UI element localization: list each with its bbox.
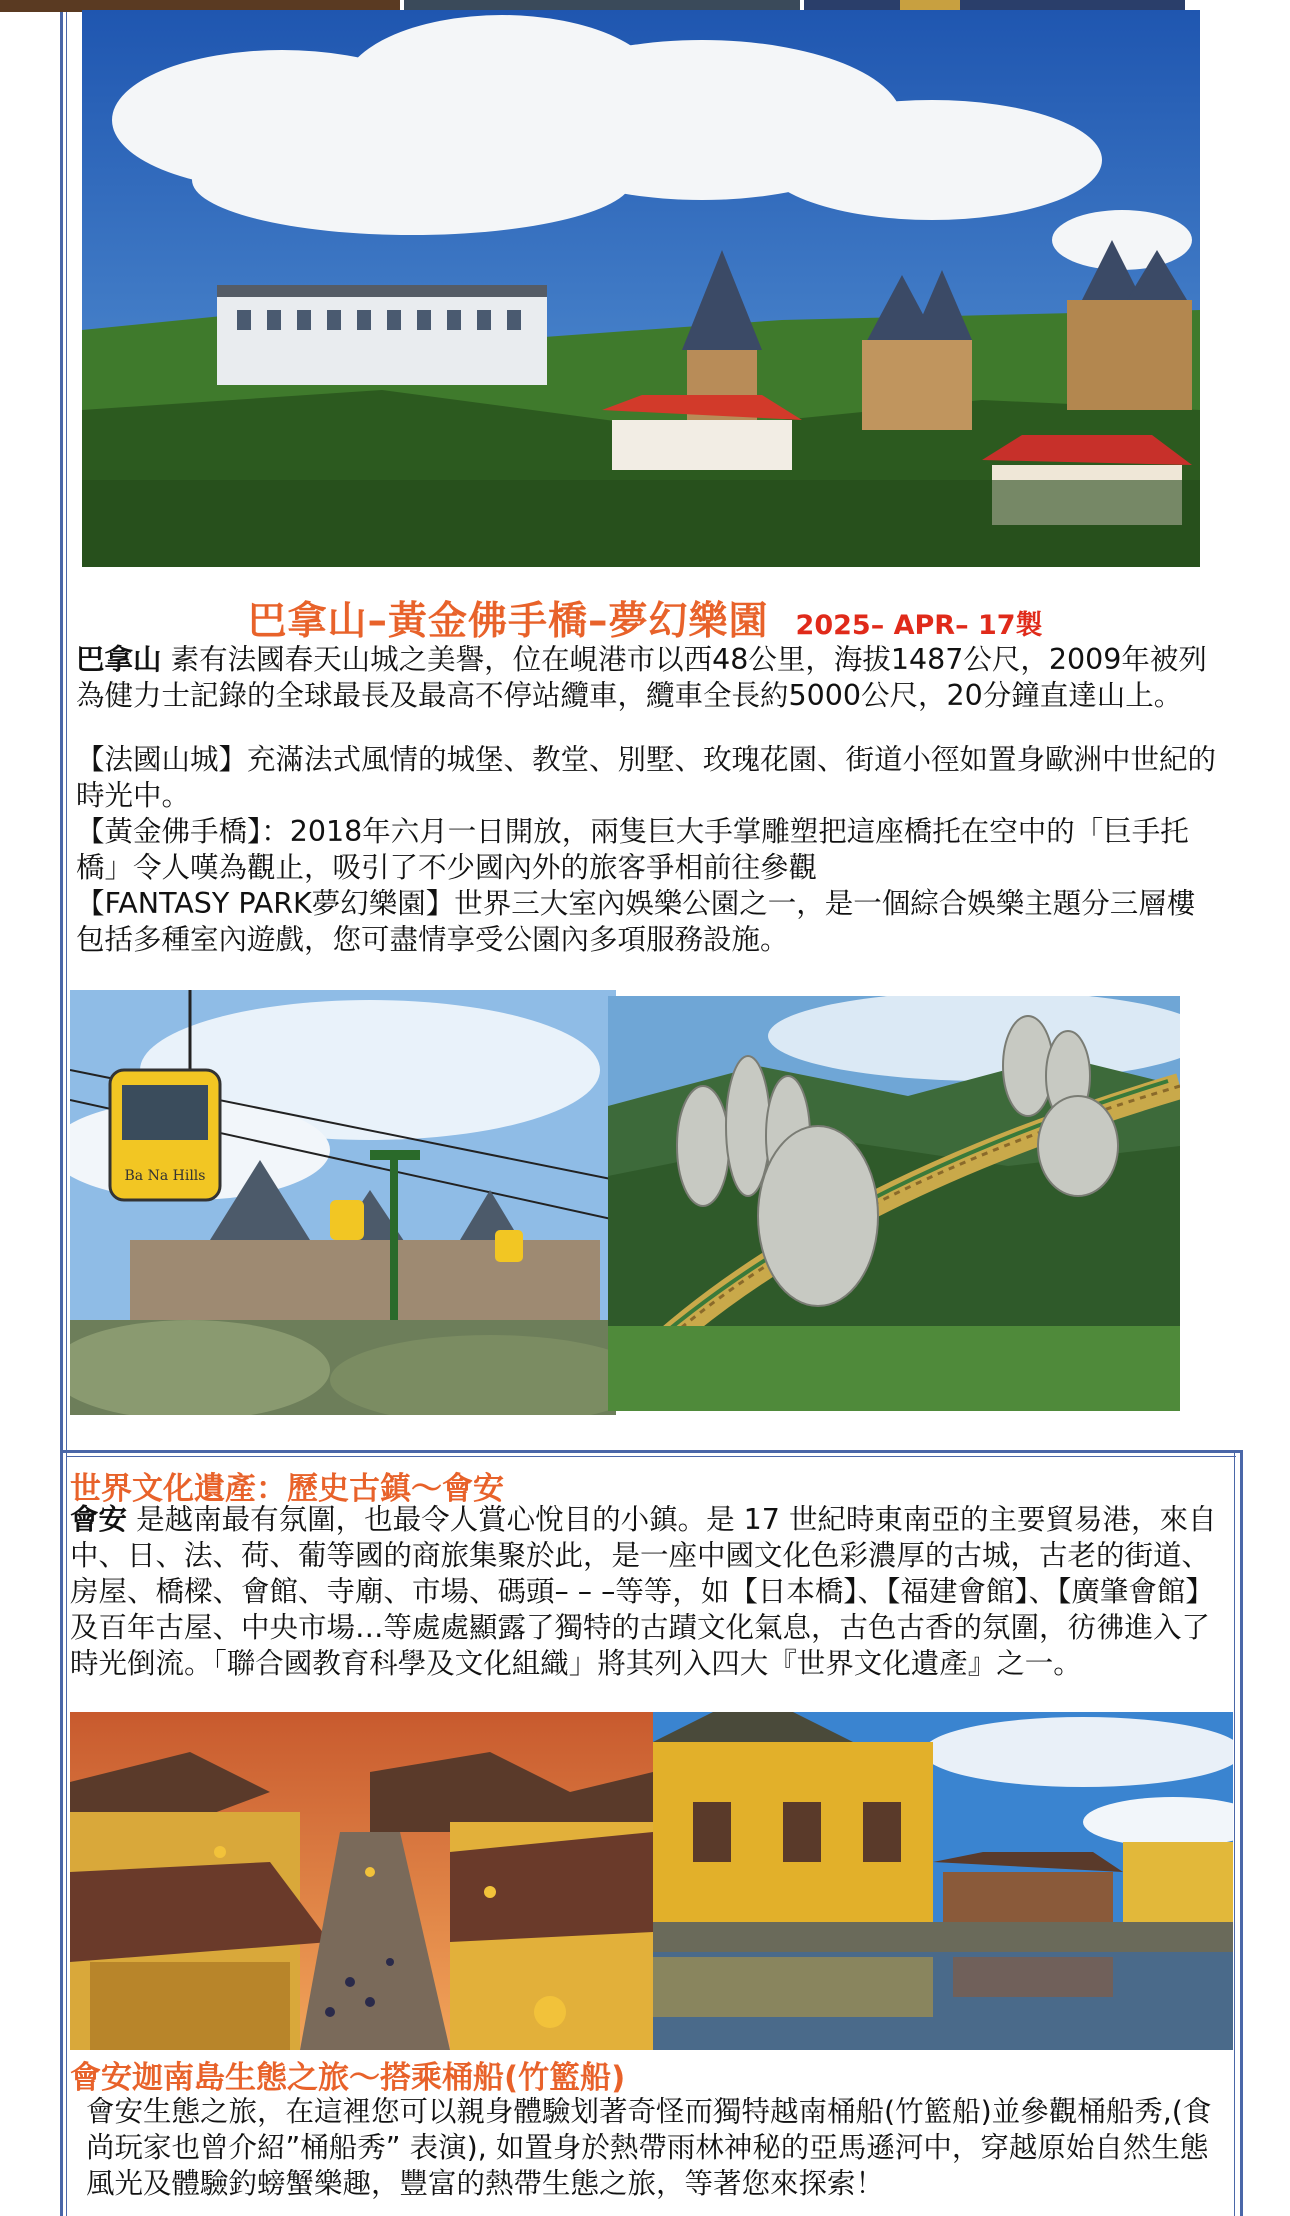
japanese-bridge-photo: [653, 1712, 1233, 2050]
frame-left-line-inner: [66, 0, 67, 2216]
section-divider: [60, 1450, 1243, 1453]
cable-car-sign: Ba Na Hills: [124, 1168, 206, 1184]
basket-boat-description: 會安生態之旅，在這裡您可以親身體驗划著奇怪而獨特越南桶船(竹籃船)並參觀桶船秀,(食尚玩家也曾介紹”桶船秀” 表演), 如置身於熱帶雨林神秘的亞馬遜河中，穿越原始自然生態風光及體驗釣螃蟹樂趣，豐富的熱帶生態之旅，等著您來探索！: [86, 2095, 1212, 2200]
intro-lead: 巴拿山: [76, 643, 162, 676]
fantasy-park-paragraph: 【FANTASY PARK夢幻樂園】世界三大室內娛樂公園之一，是一個綜合娛樂主題分三層樓包括多種室內遊戲，您可盡情享受公園內多項服務設施。: [76, 887, 1196, 956]
ba-na-hills-photo: [82, 10, 1200, 567]
hoi-an-heading: 世界文化遺產：歷史古鎮～會安: [70, 1471, 504, 1507]
ba-na-hills-description: [76, 642, 1221, 714]
section-divider-inner: [66, 1456, 1236, 1457]
cable-car-photo: [70, 990, 616, 1415]
tour-title: 巴拿山–黃金佛手橋–夢幻樂園: [247, 599, 769, 644]
hoi-an-description: [70, 1502, 1222, 1682]
date-tag: 2025– APR– 17製: [795, 610, 1043, 641]
frame-right-line-inner: [1234, 1450, 1235, 2216]
golden-bridge-photo: [608, 996, 1180, 1411]
hoi-an-lead: 會安: [70, 1503, 128, 1536]
hoi-an-street-photo: [70, 1712, 653, 2050]
frame-right-line: [1240, 1450, 1243, 2216]
french-village-paragraph: 【法國山城】充滿法式風情的城堡、教堂、別墅、玫瑰花園、街道小徑如置身歐洲中世紀的時光中。: [76, 743, 1217, 812]
frame-left-line: [60, 0, 63, 2216]
basket-boat-heading: 會安迦南島生態之旅～搭乘桶船(竹籃船): [70, 2060, 626, 2096]
section-title-ba-na-hills: [0, 590, 1290, 646]
intro-text: 素有法國春天山城之美譽，位在峴港市以西48公里，海拔1487公尺，2009年被列為健力士記錄的全球最長及最高不停站纜車，纜車全長約5000公尺，20分鐘直達山上。: [76, 643, 1207, 712]
golden-bridge-paragraph: 【黃金佛手橋】：2018年六月一日開放，兩隻巨大手掌雕塑把這座橋托在空中的「巨手托橋」令人嘆為觀止，吸引了不少國內外的旅客爭相前往參觀: [76, 815, 1189, 884]
hoi-an-text: 是越南最有氛圍，也最令人賞心悅目的小鎮。是 17 世紀時東南亞的主要貿易港，來自中、日、法、荷、葡等國的商旅集聚於此，是一座中國文化色彩濃厚的古城，古老的街道、房屋、橋樑、會館、寺廟、市場、碼頭– – –等等，如【日本橋】、【福建會館】、【廣肇會館】及百年古屋、中央市場…等處處顯露了獨特的古蹟文化氣息，古色古香的氛圍，彷彿進入了時光倒流。「聯合國教育科學及文化組織」將其列入四大『世界文化遺產』之一。: [70, 1503, 1217, 1680]
